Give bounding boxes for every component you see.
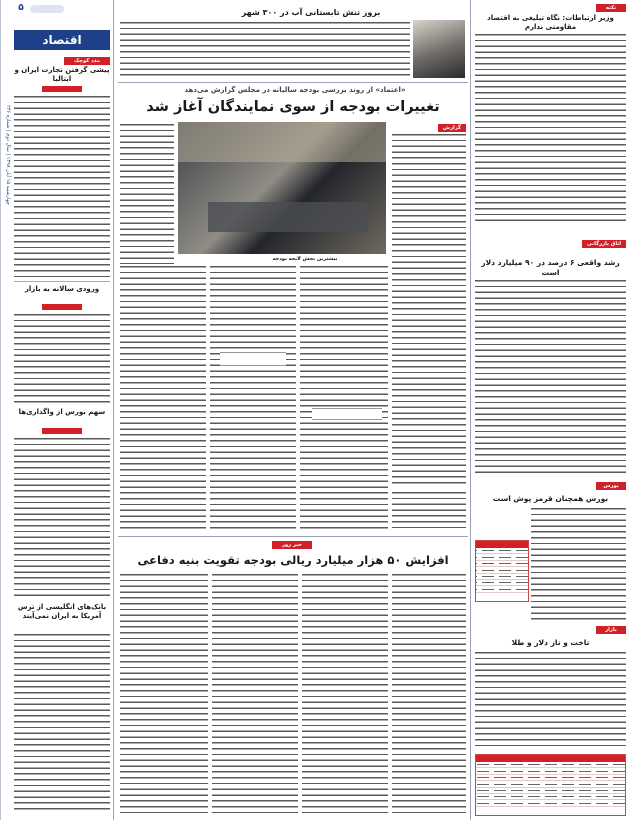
top-story-text xyxy=(120,22,410,78)
lead-text-col-6 xyxy=(392,492,466,532)
stock-table-header xyxy=(476,541,528,548)
second-headline: افزایش ۵۰ هزار میلیارد ریالی بودجه تقویت بنیه دفاعی xyxy=(137,553,449,567)
right-headline-4: تاخت و تاز دلار و طلا xyxy=(511,638,590,647)
left-subtag-1 xyxy=(42,86,82,92)
right-headline-2: رشد واقعی ۶ درصد در ۹۰ میلیارد دلار است xyxy=(481,258,620,277)
lead-text-col-4 xyxy=(210,266,296,532)
right-label-1: نکته xyxy=(596,4,626,12)
column-divider-right xyxy=(470,0,471,820)
second-text-col-1 xyxy=(392,574,466,814)
left-text-4 xyxy=(14,634,110,814)
right-label-4: بازار xyxy=(596,626,626,634)
page-number: ۵ xyxy=(18,3,24,13)
second-text-col-4 xyxy=(120,574,208,814)
lead-text-col-3 xyxy=(120,266,206,532)
mid-divider xyxy=(118,536,468,537)
second-text-col-2 xyxy=(302,574,388,814)
left-text-3 xyxy=(14,438,110,598)
lead-text-col-2 xyxy=(120,124,174,264)
right-headline-1: وزیر ارتباطات: نگاه تبلیغی به اقتصاد مقاومتی ندارم xyxy=(487,14,614,31)
top-divider xyxy=(118,82,468,83)
lead-subhead-2 xyxy=(312,408,382,420)
lead-photo xyxy=(178,122,386,254)
lead-label: گزارش xyxy=(438,124,466,132)
photo-table xyxy=(208,202,368,232)
lead-kicker: «اعتماد» از روند بررسی بودجه سالیانه در مجلس گزارش می‌دهد xyxy=(184,86,406,94)
right-text-3 xyxy=(531,508,626,620)
right-label-3: بورس xyxy=(596,482,626,490)
left-text-2 xyxy=(14,314,110,404)
left-headline-2: ورودی سالانه به بازار xyxy=(24,285,100,293)
column-divider xyxy=(113,0,114,820)
left-label: مدد کوچک xyxy=(64,57,110,65)
currency-table-header xyxy=(476,755,625,762)
lead-text-col-1 xyxy=(392,134,466,488)
table-row xyxy=(476,586,528,592)
lead-headline: تغییرات بودجه از سوی نمایندگان آغاز شد xyxy=(146,99,440,115)
second-text-col-3 xyxy=(212,574,298,814)
top-story-portrait xyxy=(413,20,465,78)
right-label-2: اتاق بازرگانی xyxy=(582,240,626,248)
right-column xyxy=(473,0,628,820)
left-text-1 xyxy=(14,96,110,282)
left-column xyxy=(0,0,112,820)
date-line: چهارشنبه ۱۵ آبان ۱۳۹۸ | سال دوم | شماره ۲۳۶ xyxy=(5,105,11,205)
lead-subhead-1 xyxy=(220,352,286,366)
section-title: اقتصاد xyxy=(14,30,110,50)
table-row xyxy=(476,800,625,806)
right-text-1 xyxy=(475,34,626,224)
lead-text-col-5 xyxy=(300,266,388,532)
second-label: خبر روز xyxy=(272,541,312,549)
masthead-logo-icon xyxy=(30,5,64,13)
top-story-headline: بروز تنش تابستانی آب در ۳۰۰ شهر xyxy=(241,8,381,17)
stock-table xyxy=(475,540,529,602)
currency-table xyxy=(475,754,626,816)
left-subtag-3 xyxy=(42,428,82,434)
left-headline-4: بانک‌های انگلیسی از ترس آمریکا به ایران نمی‌آیند xyxy=(17,603,107,620)
date-strip xyxy=(0,0,11,820)
photo-backwall xyxy=(178,122,386,162)
left-headline-3: سهم بورس از واگذاری‌ها xyxy=(18,408,106,416)
photo-caption: بیشترین بخش لایحه بودجه xyxy=(272,256,338,262)
right-text-4 xyxy=(475,652,626,748)
left-headline-1: پیشی گرفتن تجارت ایران و ایتالیا xyxy=(14,66,110,83)
right-headline-3: بورس همچنان قرمز پوش است xyxy=(492,494,609,503)
left-subtag-2 xyxy=(42,304,82,310)
right-text-2 xyxy=(475,280,626,476)
